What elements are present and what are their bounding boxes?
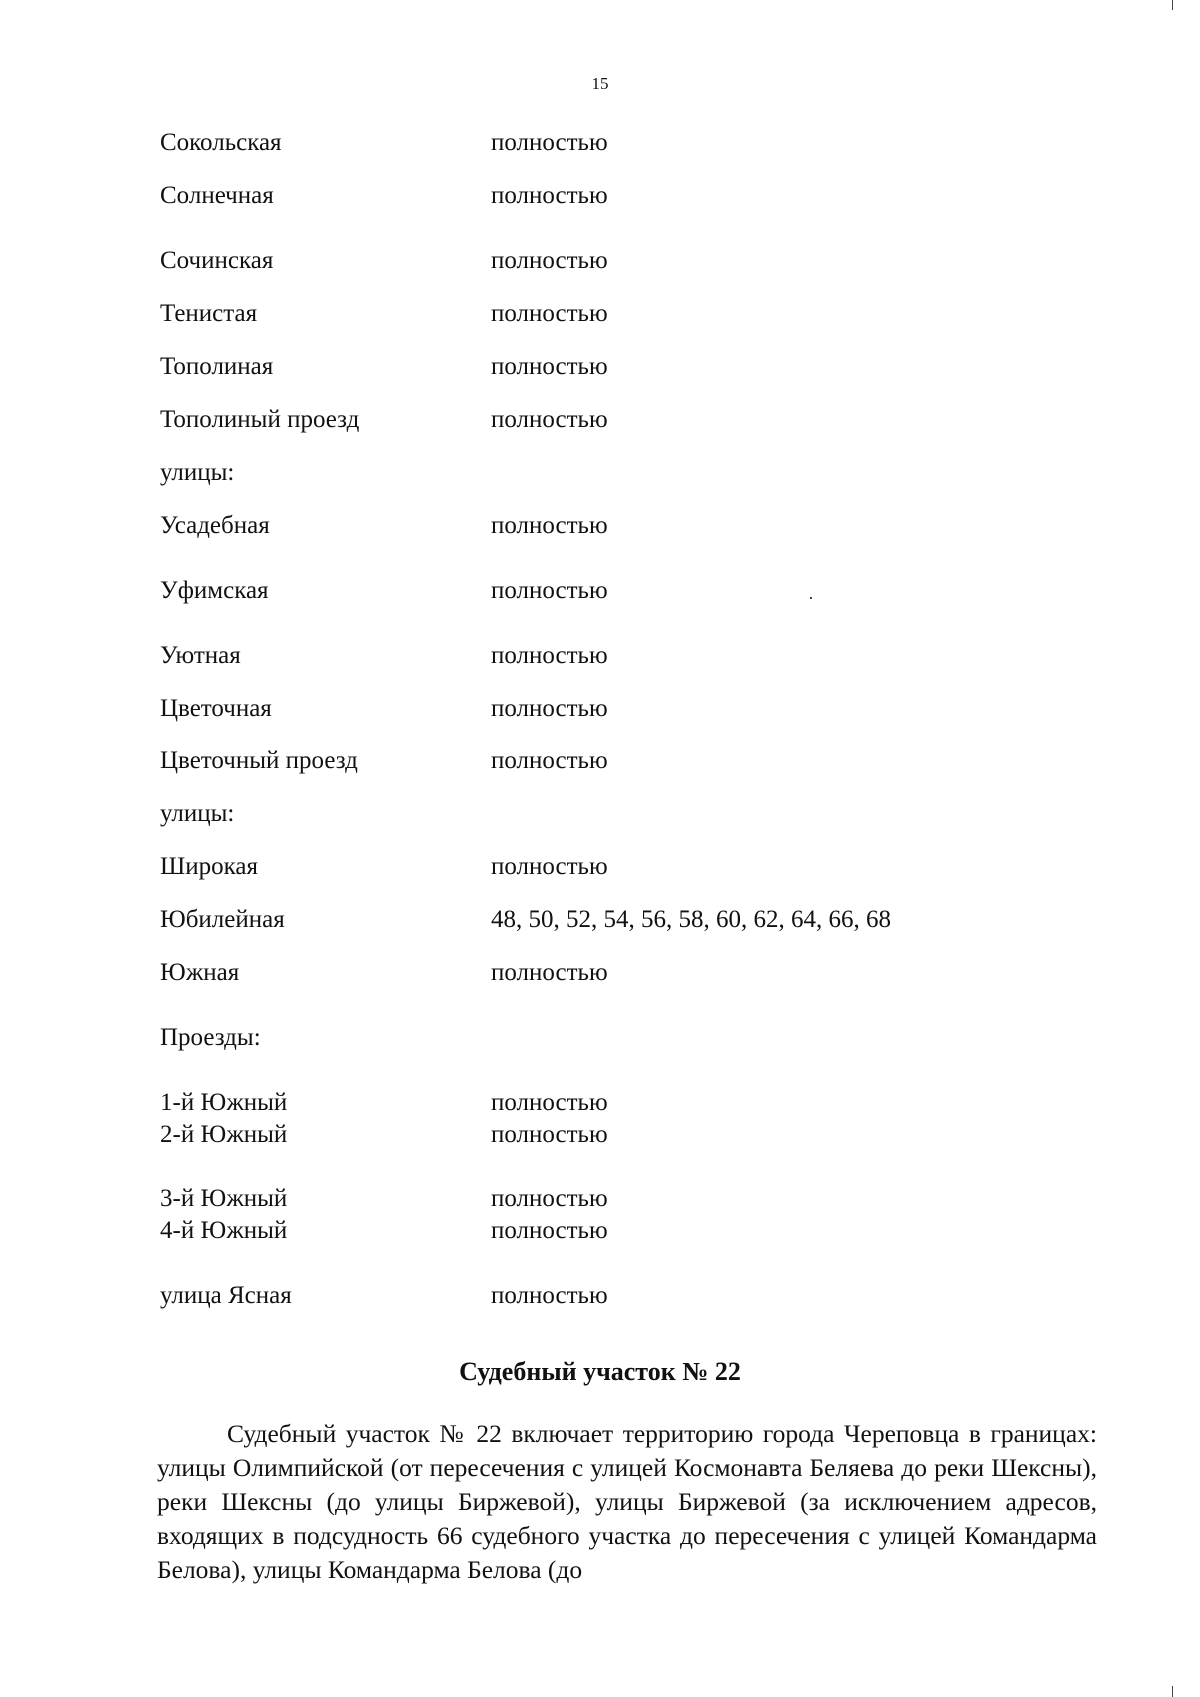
street-scope: полностью — [491, 853, 608, 880]
group-label-text: Проезды: — [160, 1024, 261, 1051]
group-label-text: улицы: — [160, 459, 235, 486]
street-scope: полностью — [491, 695, 608, 722]
street-scope: 48, 50, 52, 54, 56, 58, 60, 62, 64, 66, 68 — [491, 906, 891, 933]
scan-mark-top-right — [1172, 0, 1173, 10]
street-name: Усадебная — [160, 512, 270, 539]
street-scope: полностью — [491, 1217, 608, 1244]
street-name: 1-й Южный — [160, 1089, 288, 1116]
street-name: улица Ясная — [160, 1282, 292, 1309]
street-scope: полностью — [491, 406, 608, 433]
street-scope: полностью — [491, 959, 608, 986]
street-scope: полностью — [491, 512, 608, 539]
street-scope: полностью — [491, 300, 608, 327]
section-heading: Судебный участок № 22 — [459, 1357, 741, 1386]
street-name: Цветочный проезд — [160, 747, 358, 774]
street-scope: полностью — [491, 247, 608, 274]
scan-dot — [810, 597, 812, 599]
street-scope: полностью — [491, 1121, 608, 1148]
street-name: Солнечная — [160, 182, 274, 209]
street-scope: полностью — [491, 642, 608, 669]
street-name: Юбилейная — [160, 906, 285, 933]
street-name: Сокольская — [160, 129, 282, 156]
group-label-text: улицы: — [160, 800, 235, 827]
street-scope: полностью — [491, 577, 608, 604]
street-name: Широкая — [160, 853, 258, 880]
street-name: Уютная — [160, 642, 241, 669]
scan-mark-bottom-right — [1172, 1686, 1173, 1697]
street-scope: полностью — [491, 129, 608, 156]
street-name: 4-й Южный — [160, 1217, 288, 1244]
street-name: Тополиный проезд — [160, 406, 360, 433]
street-scope: полностью — [491, 1089, 608, 1116]
street-name: Сочинская — [160, 247, 274, 274]
street-scope: полностью — [491, 353, 608, 380]
street-scope: полностью — [491, 747, 608, 774]
street-scope: полностью — [491, 182, 608, 209]
section-paragraph: Судебный участок № 22 включает территорию города Череповца в границах: улицы Олимпийской (от пересечения с улицей Космонавта Беляева до реки Шексны), реки Шексны (до улицы Биржевой), улицы Биржевой (за исключением адресов, входящих в подсудность 66 судебного участка до пересечения с улицей Командарма Белова), улицы Командарма Белова (до — [157, 1419, 1097, 1584]
street-name: Тенистая — [160, 300, 258, 327]
street-name: Тополиная — [160, 353, 274, 380]
street-name: Цветочная — [160, 695, 272, 722]
street-scope: полностью — [491, 1282, 608, 1309]
street-name: 2-й Южный — [160, 1121, 288, 1148]
street-scope: полностью — [491, 1185, 608, 1212]
street-name: Южная — [160, 959, 240, 986]
street-name: Уфимская — [160, 577, 269, 604]
street-name: 3-й Южный — [160, 1185, 288, 1212]
page-number: 15 — [591, 74, 609, 93]
